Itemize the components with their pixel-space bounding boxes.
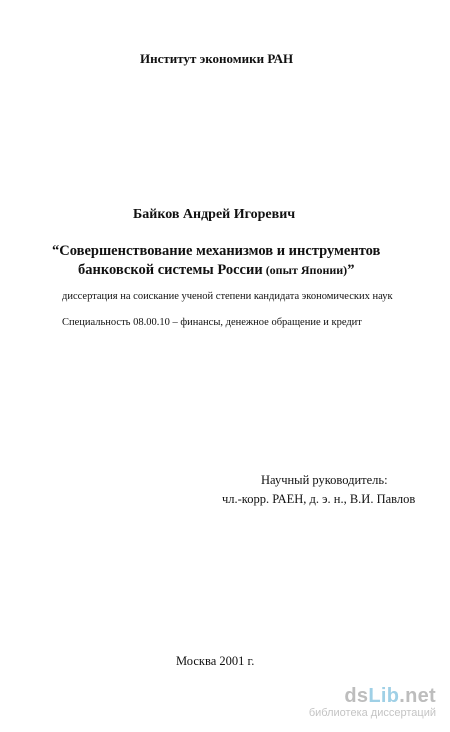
author-name: Байков Андрей Игоревич xyxy=(133,207,296,222)
watermark xyxy=(309,686,436,720)
thesis-title-line-2-main: банковской системы России xyxy=(78,262,263,278)
thesis-title-line-2 xyxy=(78,262,354,279)
thesis-title-closing-quote: ” xyxy=(347,262,355,278)
supervisor-label: Научный руководитель: xyxy=(261,473,388,487)
specialty-statement: Специальность 08.00.10 – финансы, денежное обращение и кредит xyxy=(62,317,362,328)
watermark-logo xyxy=(309,686,436,706)
watermark-logo-right: .net xyxy=(399,685,436,707)
supervisor-name: чл.-корр. РАЕН, д. э. н., В.И. Павлов xyxy=(222,492,416,506)
city-and-year: Москва 2001 г. xyxy=(176,654,255,668)
watermark-subtitle: библиотека диссертаций xyxy=(308,707,436,719)
watermark-logo-accent: Lib xyxy=(368,685,400,707)
degree-statement: диссертация на соискание ученой степени кандидата экономических наук xyxy=(62,291,393,302)
thesis-title-line-1: “Совершенствование механизмов и инструментов xyxy=(52,243,381,259)
thesis-title-parenthetical: (опыт Японии) xyxy=(262,263,348,277)
watermark-logo-left: ds xyxy=(344,685,369,707)
institute-name: Институт экономики РАН xyxy=(140,51,294,66)
